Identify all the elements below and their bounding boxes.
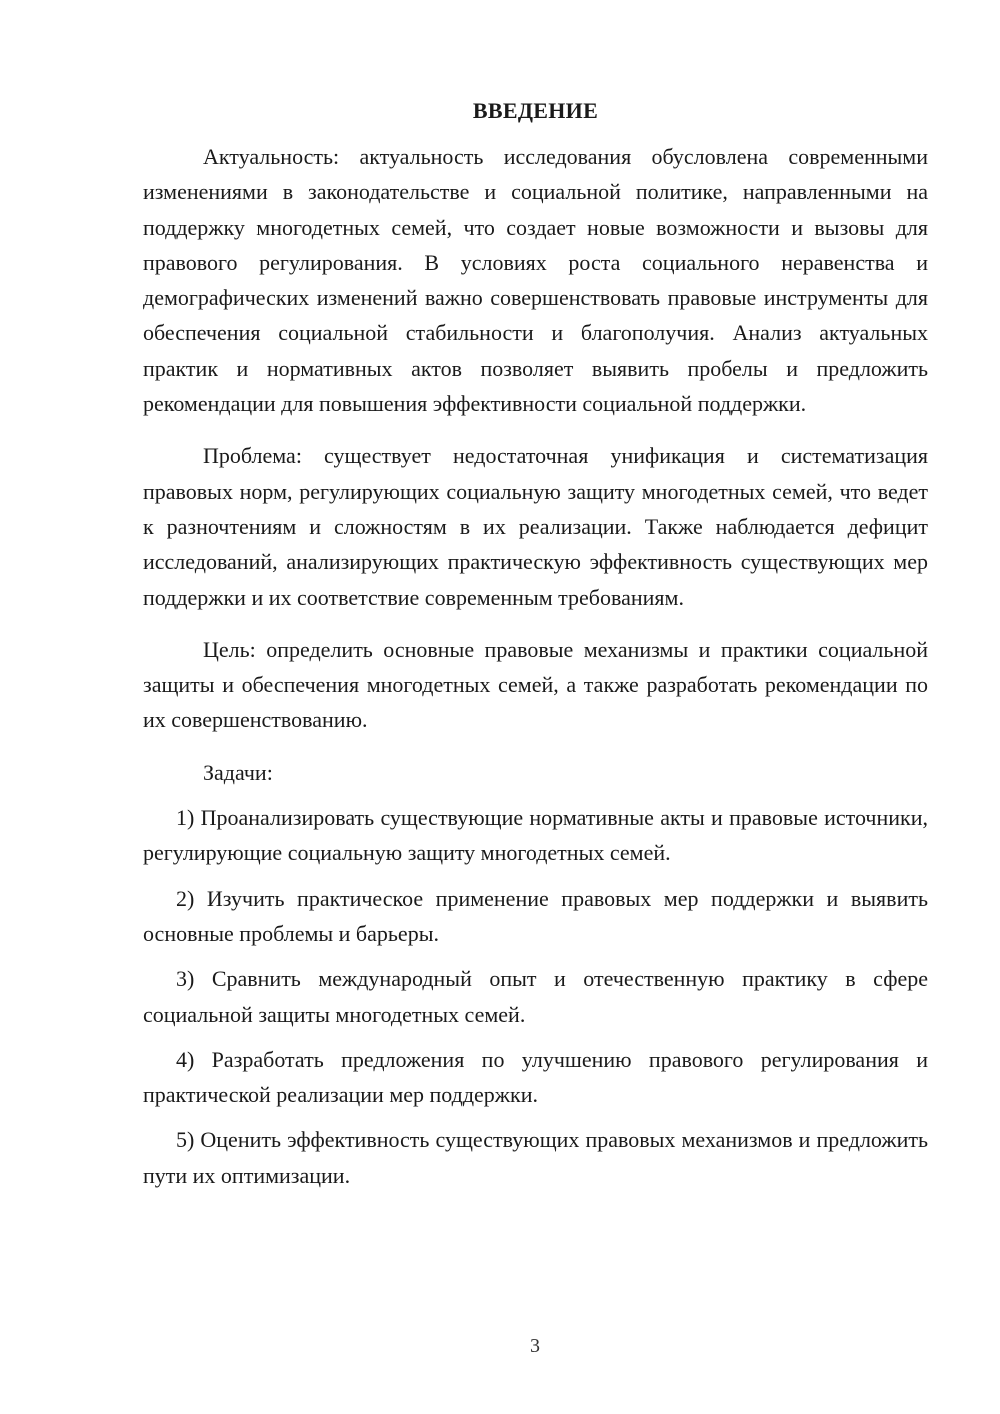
task-item: 3) Сравнить международный опыт и отечественную практику в сфере социальной защиты многодетных семей. (143, 966, 928, 1027)
tasks-label: Задачи: (203, 759, 273, 785)
page-number: 3 (530, 1335, 540, 1357)
paragraph-problem: Проблема: существует недостаточная унификация и систематизация правовых норм, регулирующих социальную защиту многодетных семей, что ведет к разночтениям и сложностям в их реализации. Также наблюдается дефицит исследований, анализирующих практическую эффективность существующих мер поддержки и их соответствие современным требованиям. (143, 443, 928, 610)
task-item: 2) Изучить практическое применение правовых мер поддержки и выявить основные проблемы и барьеры. (143, 885, 928, 946)
paragraph-relevance: Актуальность: актуальность исследования обусловлена современными изменениями в законодательстве и социальной политике, направленными на поддержку многодетных семей, что создает новые возможности и вызовы для правового регулирования. В условиях роста социального неравенства и демографических изменений важно совершенствовать правовые инструменты для обеспечения социальной стабильности и благополучия. Анализ актуальных практик и нормативных актов позволяет выявить пробелы и предложить рекомендации для повышения эффективности социальной поддержки. (143, 144, 928, 417)
task-item: 1) Проанализировать существующие нормативные акты и правовые источники, регулирующие социальную защиту многодетных семей. (143, 805, 928, 866)
paragraph-goal: Цель: определить основные правовые механизмы и практики социальной защиты и обеспечения многодетных семей, а также разработать рекомендации по их совершенствованию. (143, 636, 928, 733)
task-item: 4) Разработать предложения по улучшению правового регулирования и практической реализации мер поддержки. (143, 1046, 928, 1108)
section-title: ВВЕДЕНИЕ (472, 98, 599, 123)
task-item: 5) Оценить эффективность существующих правовых механизмов и предложить пути их оптимизации. (143, 1127, 928, 1188)
page-content (143, 96, 928, 1203)
